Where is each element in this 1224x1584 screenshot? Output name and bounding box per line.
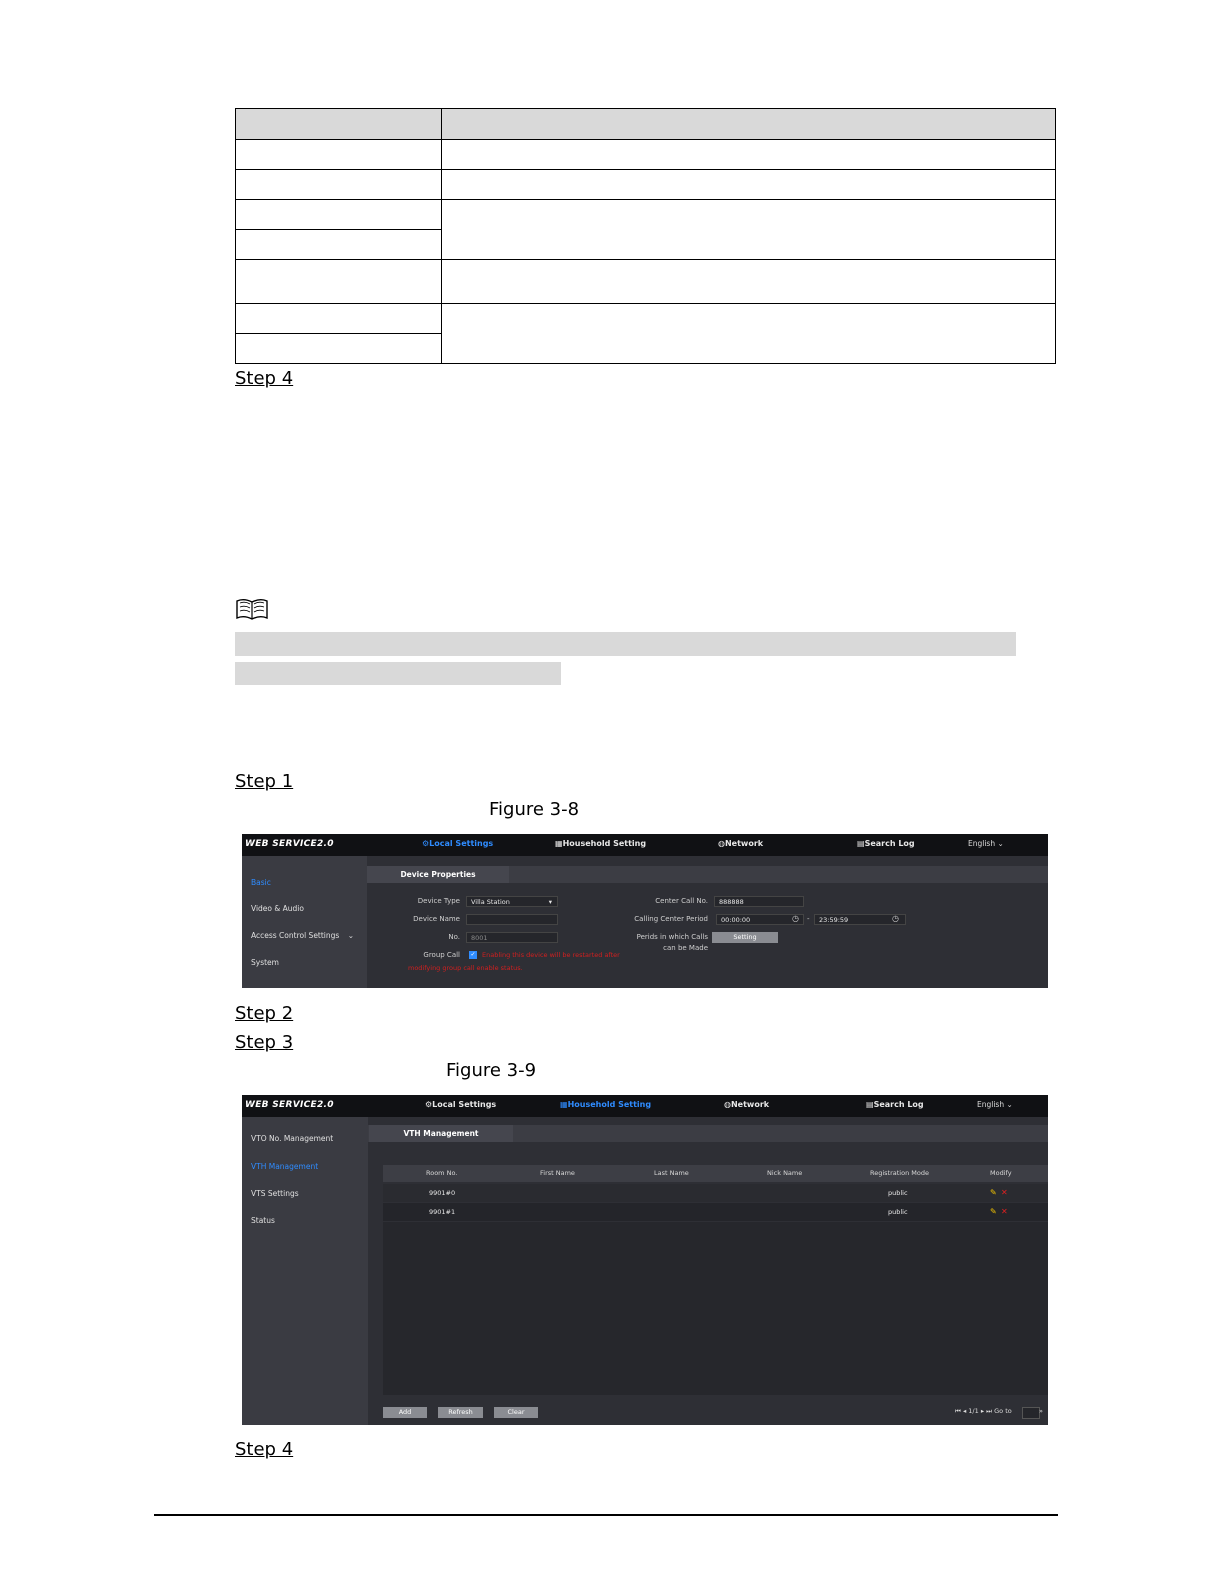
center-call-no-label: Center Call No. [655,897,708,905]
nav-local-settings[interactable]: ⚙Local Settings [425,1100,497,1109]
nav-household-setting[interactable]: ▦Household Setting [555,839,647,848]
periods-label: Perids in which Calls [636,933,708,941]
clear-button[interactable]: Clear [494,1407,538,1418]
clock-icon: ◷ [792,914,799,923]
room-no-cell: 9901#0 [429,1189,456,1197]
pagination [955,1407,1012,1416]
group-call-checkbox[interactable]: ✓ [470,951,476,958]
sidebar-item-status[interactable]: Status [251,1216,275,1225]
brand-logo: WEB SERVICE2.0 [245,1100,334,1110]
period-end-input[interactable]: 23:59:59 [814,914,906,925]
center-call-no-input[interactable]: 888888 [714,896,804,907]
sidebar-item-vth-management[interactable]: VTH Management [251,1162,319,1171]
sidebar-item-basic[interactable]: Basic [251,878,271,887]
top-nav-bar [242,1095,1048,1117]
periods-label: can be Made [663,944,708,952]
prev-page-icon[interactable]: ◂ [962,1407,967,1415]
globe-icon: ◍ [724,1100,731,1109]
calling-center-period-label: Calling Center Period [634,915,708,923]
sidebar [242,856,367,988]
table-row [236,170,1056,200]
chevron-down-icon: ⌄ [1006,1100,1013,1109]
add-button[interactable]: Add [383,1407,427,1418]
column-header: First Name [540,1169,575,1177]
delete-x-icon[interactable]: ✕ [1001,1188,1008,1197]
sidebar-item-vto-no-management[interactable]: VTO No. Management [251,1134,334,1143]
nav-household-setting[interactable]: ▦Household Setting [560,1100,652,1109]
delete-x-icon[interactable]: ✕ [1001,1207,1008,1216]
nav-network[interactable]: ◍Network [724,1100,770,1109]
column-header: Registration Mode [870,1169,929,1177]
device-type-select[interactable]: Villa Station ▾ [466,896,558,907]
sidebar-item-video-audio[interactable]: Video & Audio [251,904,304,913]
goto-page-input[interactable] [1022,1407,1040,1419]
table-row [236,304,1056,334]
first-page-icon[interactable]: ⏮ [955,1407,961,1415]
globe-icon: ◍ [718,839,725,848]
chevron-down-icon: ⌄ [347,931,355,940]
vth-management-screenshot [242,1095,1048,1425]
gear-icon: ⚙ [422,839,430,848]
chevron-down-icon: ⌄ [997,839,1004,848]
building-icon: ▦ [555,839,563,848]
setting-button[interactable]: Setting [712,932,778,943]
language-select[interactable]: English ⌄ [977,1100,1013,1109]
refresh-button[interactable]: Refresh [438,1407,483,1418]
column-header: Room No. [426,1169,458,1177]
step-3-heading: Step 3 [235,1032,294,1053]
language-select[interactable]: English ⌄ [968,839,1004,848]
sidebar-item-access-control[interactable]: Access Control Settings ⌄ [251,931,355,940]
top-nav-bar [242,834,1048,856]
note-book-icon [235,598,269,622]
table-row [236,200,1056,230]
edit-pencil-icon[interactable]: ✎ [990,1188,997,1197]
no-input[interactable]: 8001 [466,932,558,943]
period-start-input[interactable]: 00:00:00 [716,914,804,925]
tab-device-properties[interactable]: Device Properties [367,866,509,883]
sidebar [242,1117,368,1425]
nav-local-settings[interactable]: ⚙Local Settings [422,839,494,848]
column-header: Last Name [654,1169,689,1177]
registration-mode-cell: public [888,1189,908,1197]
sidebar-item-vts-settings[interactable]: VTS Settings [251,1189,299,1198]
device-name-input[interactable] [466,914,558,925]
group-call-label: Group Call [423,951,460,959]
next-page-icon[interactable]: ▸ [980,1407,985,1415]
step-4-heading: Step 4 [235,1439,294,1460]
nav-search-log[interactable]: ▤Search Log [857,839,915,848]
nav-search-log[interactable]: ▤Search Log [866,1100,924,1109]
nav-network[interactable]: ◍Network [718,839,764,848]
table-header-row [236,109,1056,140]
figure-caption: Figure 3-9 [446,1060,537,1081]
table-row [236,140,1056,170]
step-4-heading: Step 4 [235,368,294,389]
sidebar-item-system[interactable]: System [251,958,279,967]
warning-text: Enabling this device will be restarted after [482,951,620,959]
device-properties-screenshot [242,834,1048,988]
table-row[interactable] [383,1203,1048,1221]
document-icon: ▤ [857,839,865,848]
period-separator: - [807,915,810,923]
device-name-label: Device Name [413,915,460,923]
table-row [236,260,1056,304]
column-header: Nick Name [767,1169,803,1177]
table-row[interactable] [383,1184,1048,1202]
clock-icon: ◷ [892,914,899,923]
step-2-heading: Step 2 [235,1003,294,1024]
registration-mode-cell: public [888,1208,908,1216]
tab-vth-management[interactable]: VTH Management [369,1125,513,1142]
dropdown-arrow-icon: ▾ [548,898,552,906]
table-body-empty [383,1222,1048,1395]
figure-caption: Figure 3-8 [489,799,580,820]
document-icon: ▤ [866,1100,874,1109]
room-no-cell: 9901#1 [429,1208,456,1216]
table-header [383,1165,1048,1182]
note-highlight-line [235,632,1016,656]
building-icon: ▦ [560,1100,568,1109]
device-type-label: Device Type [417,897,460,905]
column-header: Modify [990,1169,1012,1177]
no-label: No. [448,933,460,941]
note-highlight-line [235,662,561,685]
gear-icon: ⚙ [425,1100,433,1109]
step-1-heading: Step 1 [235,771,294,792]
warning-text: modifying group call enable status. [408,964,523,972]
edit-pencil-icon[interactable]: ✎ [990,1207,997,1216]
page-indicator: 1/1 [968,1407,979,1415]
footer-rule [154,1514,1058,1516]
parameter-table [235,108,1056,364]
goto-label: Go to [994,1407,1012,1415]
go-arrow-icon[interactable]: » [1039,1407,1043,1415]
brand-logo: WEB SERVICE2.0 [245,839,334,849]
last-page-icon[interactable]: ⏭ [986,1407,993,1415]
